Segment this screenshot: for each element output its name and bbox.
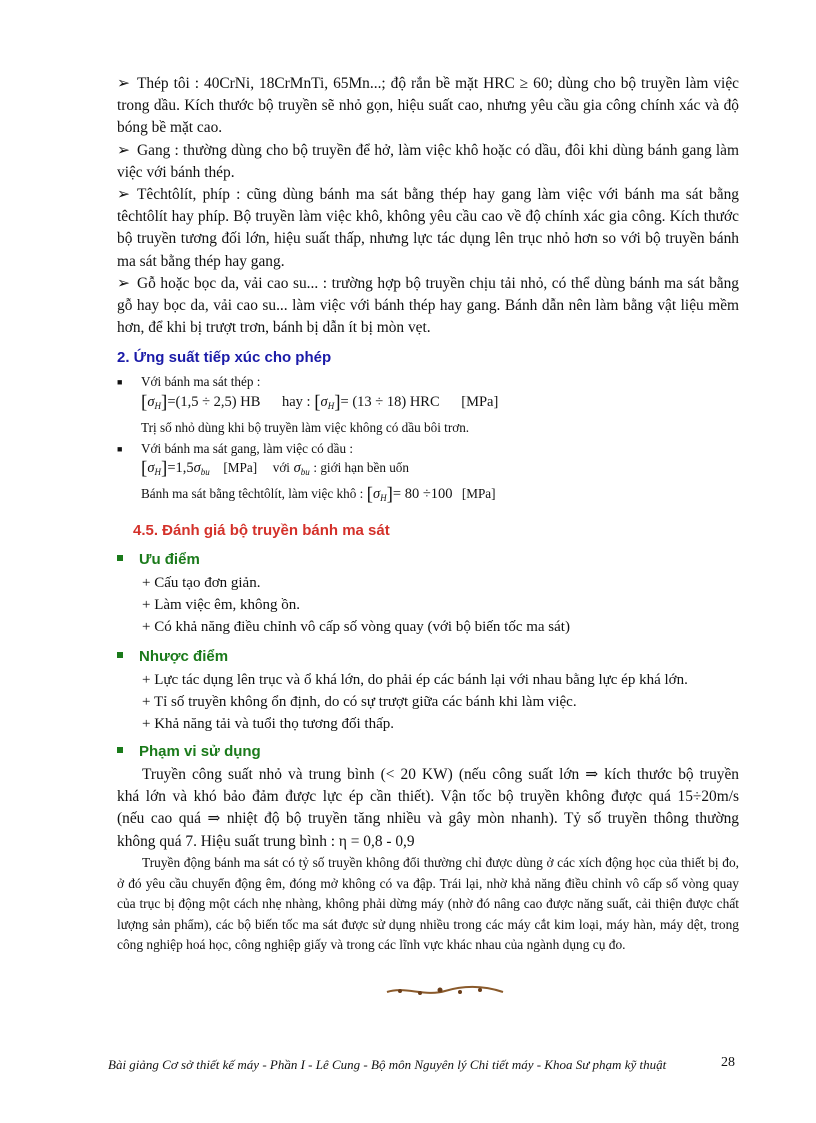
- section-heading: 2. Ứng suất tiếp xúc cho phép: [117, 349, 332, 366]
- advantages-heading: Ưu điểm: [117, 551, 200, 568]
- arrow-bullet-icon: ➢: [117, 75, 130, 92]
- formula-techtolit: Bánh ma sát bằng têchtôlít, làm việc khô : $[\sigma_H]= 80 \div 100$ [MPa]: [141, 484, 496, 505]
- list-item: + Cấu tạo đơn giản.: [142, 575, 261, 591]
- ornament-divider-icon: [385, 984, 505, 998]
- list-item: [117, 273, 739, 340]
- section-heading-4-5: 4.5. Đánh giá bộ truyền bánh ma sát: [133, 522, 390, 539]
- arrow-bullet-icon: ➢: [117, 274, 130, 292]
- list-item: + Làm việc êm, không ồn.: [142, 597, 301, 613]
- item-text: Gang : thường dùng cho bộ truyền để hở, làm việc khô hoặc có dầu, đôi khi dùng bánh gang làm việc với bánh thép.: [117, 141, 739, 181]
- closing-paragraph: Truyền động bánh ma sát có tỷ số truyền không đổi thường chỉ được dùng ở các xích động học của thiết bị đo, ở đó yêu cầu chuyển động êm, đóng mở không có va đập. Trái lại, nhờ khả năng điều chỉnh vô cấp số vòng quay của trục bị động một cách nhẹ nhàng, không phải dừng máy (nhờ đó nâng cao được năng suất, cải thiện được chất lượng sản phẩm), các bộ biến tốc ma sát được sử dụng nhiều trong các máy cắt kim loại, máy hàn, máy dệt, trong công nghiệp hoá học, công nghiệp giấy và trong các lĩnh vực khác nhau của ngành dụng cụ đo.: [117, 855, 739, 952]
- list-item: [117, 73, 739, 140]
- square-bullet-icon: [117, 747, 123, 753]
- disadvantages-heading: Nhược điểm: [117, 648, 228, 665]
- scope-heading: Phạm vi sử dụng: [117, 743, 261, 760]
- square-bullet-icon: [117, 652, 123, 658]
- formula-steel: $[\sigma_H]=(1,5 \div 2,5)$ HB hay : $[\sigma_H]= (13 \div 18)$ HRC [MPa]: [141, 392, 499, 413]
- list-item: + Tỉ số truyền không ổn định, do có sự trượt giữa các bánh khi làm việc.: [142, 694, 577, 710]
- arrow-bullet-icon: ➢: [117, 186, 130, 204]
- list-item: + Có khả năng điều chỉnh vô cấp số vòng quay (với bộ biến tốc ma sát): [142, 619, 570, 635]
- item-text: Gỗ hoặc bọc da, vải cao su... : trường hợp bộ truyền chịu tải nhỏ, có thể dùng bánh ma sát bằng gỗ hay bọc da, vải cao su... làm việc với bánh thép hay gang. Bánh dẫn nên làm bằng vật liệu mềm hơn, để khi bị trượt trơn, bánh bị dẫn ít bị mòn vẹt.: [117, 274, 739, 337]
- page-number: 28: [721, 1055, 735, 1070]
- steel-label: ■ Với bánh ma sát thép :: [117, 374, 261, 389]
- formula-cast: $[\sigma_H]=1,5\sigma_{bu}$ [MPa] với $\sigma_{bu}$ : giới hạn bền uốn: [141, 458, 409, 479]
- item-text: Têchtôlít, phíp : cũng dùng bánh ma sát bằng thép hay gang làm việc với bánh ma sát bằng têchtôlít hay phíp. Bộ truyền làm việc khô, không yêu cầu cao về độ chính xác gia công. Kích thước bộ truyền tương đối lớn, hiệu suất thấp, nhưng lực tác dụng lên trục nhỏ hơn so với bộ truyền bánh ma sát bằng thép hay gang.: [117, 186, 739, 270]
- square-bullet-icon: [117, 555, 123, 561]
- arrow-bullet-icon: ➢: [117, 141, 130, 159]
- list-item: [117, 140, 739, 184]
- list-item: [117, 184, 739, 273]
- square-bullet-icon: ■: [117, 444, 123, 454]
- material-list: [117, 73, 739, 339]
- list-item: + Lực tác dụng lên trục và ổ khá lớn, do phải ép các bánh lại với nhau bằng lực ép khá lớn.: [142, 672, 688, 688]
- item-text: Thép tôi : 40CrNi, 18CrMnTi, 65Mn...; độ rắn bề mặt HRC ≥ 60; dùng cho bộ truyền làm việc trong dầu. Kích thước bộ truyền sẽ nhỏ gọn, hiệu suất cao, nhưng yêu cầu gia công chính xác và độ bóng bề mặt cao.: [117, 75, 739, 137]
- square-bullet-icon: ■: [117, 377, 123, 387]
- cast-label: ■ Với bánh ma sát gang, làm việc có dầu :: [117, 441, 354, 456]
- scope-paragraph: Truyền công suất nhỏ và trung bình (< 20 KW) (nếu công suất lớn ⇒ kích thước bộ truyền khá lớn và khó bảo đảm được lực ép cần thiết). Vận tốc bộ truyền không được quá 15÷20m/s (nếu cao quá ⇒ nhiệt độ bộ truyền tăng nhiều và gây mòn nhanh). Tỷ số truyền thông thường không quá 7. Hiệu suất trung bình : η = 0,8 - 0,9: [117, 766, 739, 850]
- list-item: + Khả năng tải và tuổi thọ tương đối thấp.: [142, 716, 394, 732]
- page-footer: Bài giảng Cơ sở thiết kế máy - Phần I - Lê Cung - Bộ môn Nguyên lý Chi tiết máy - Khoa Sư phạm kỹ thuật: [108, 1057, 667, 1072]
- note-text: Trị số nhỏ dùng khi bộ truyền làm việc không có dầu bôi trơn.: [141, 420, 470, 435]
